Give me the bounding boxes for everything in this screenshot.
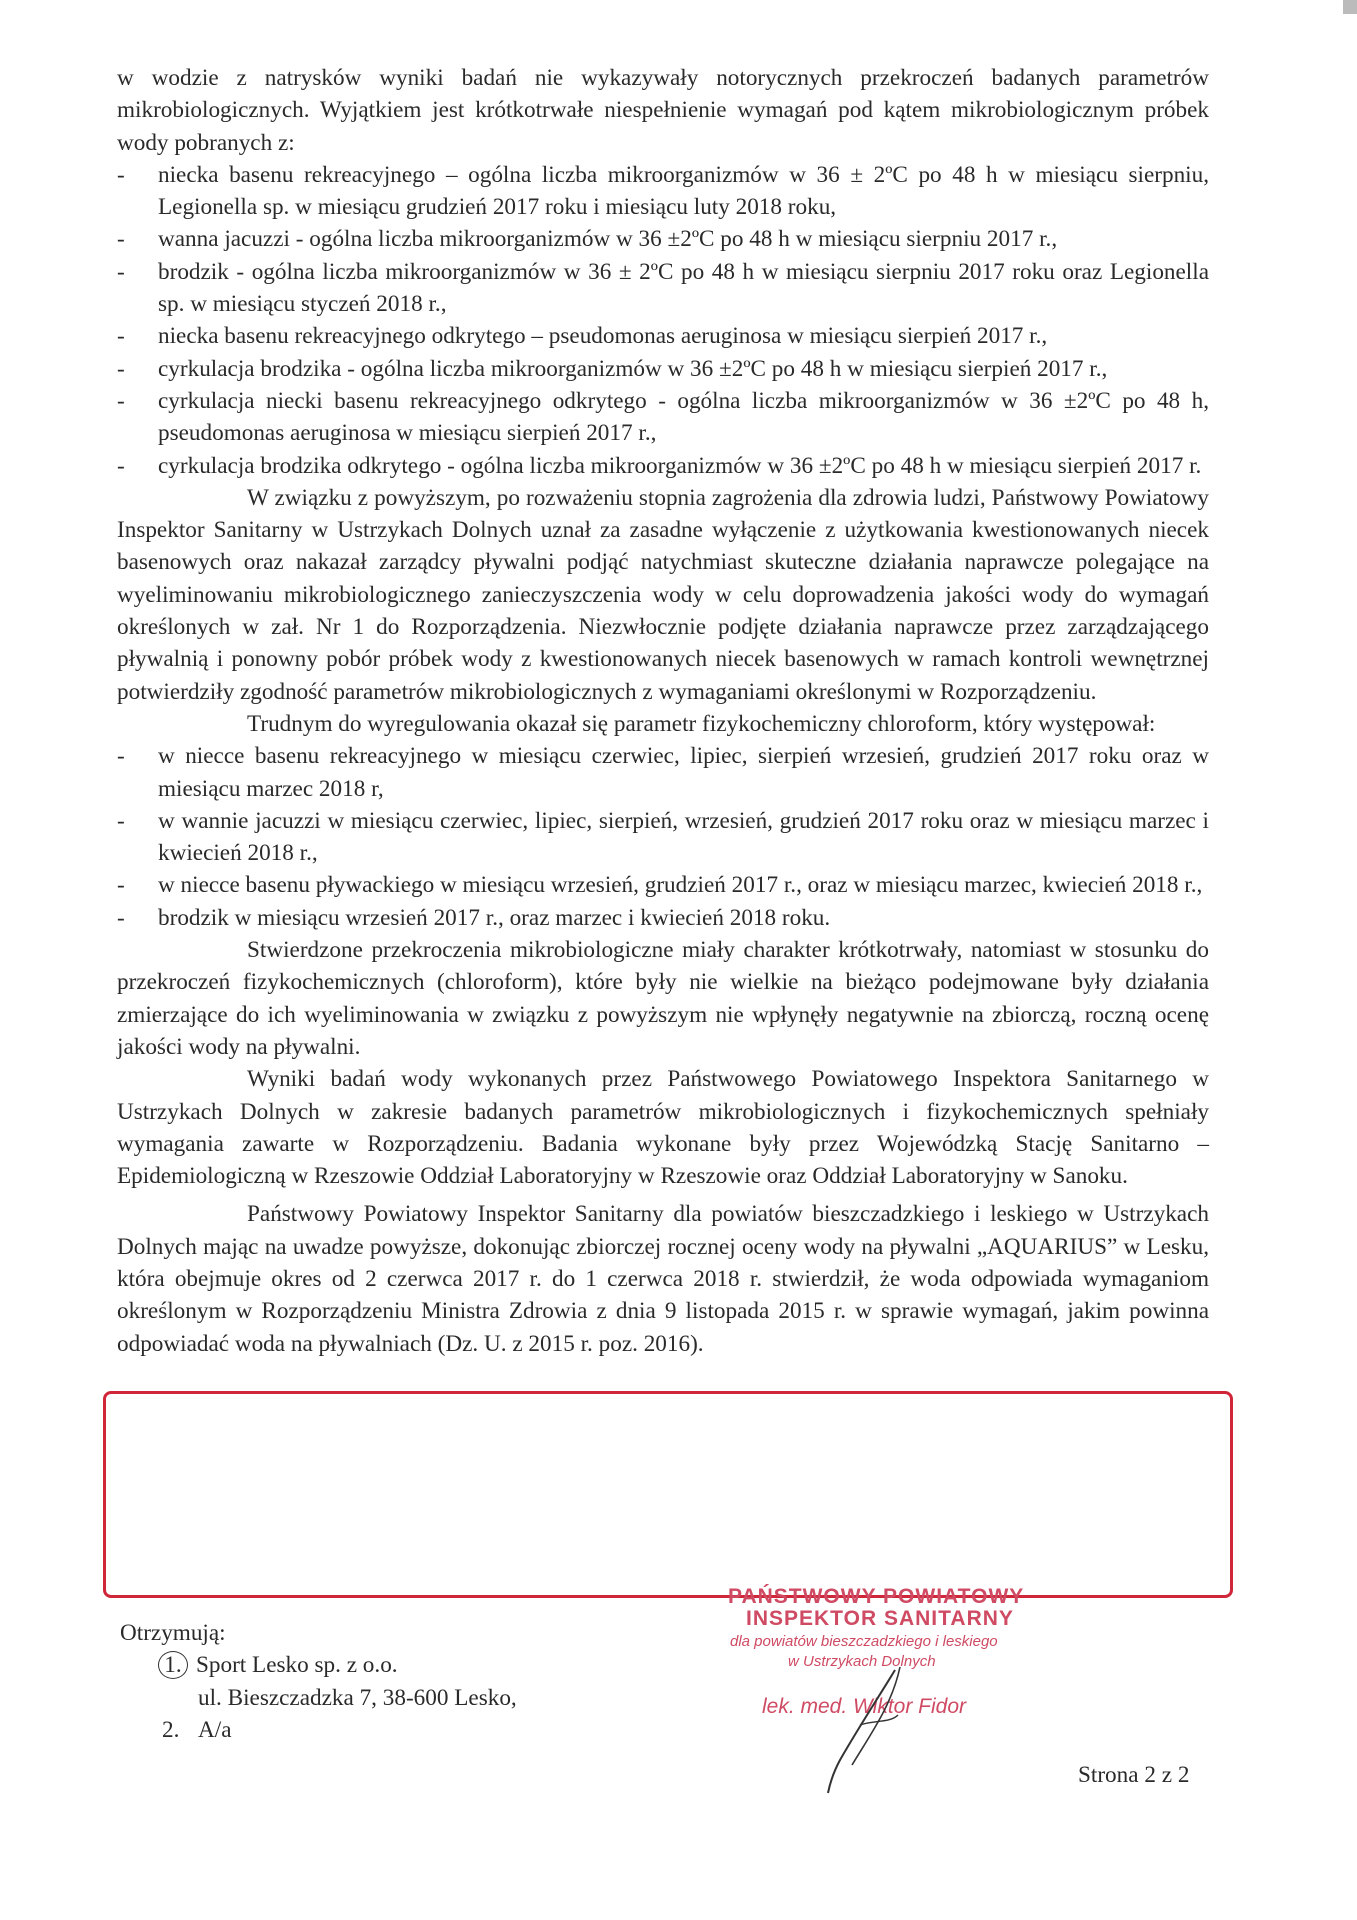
- intro-paragraph: w wodzie z natrysków wyniki badań nie wykazywały notorycznych przekroczeń badanych parametrów mikrobiologicznych. Wyjątkiem jest krótkotrwałe niespełnienie wymagań pod kątem mikrobiologicznym próbek wody pobranych z:: [117, 65, 1209, 156]
- letter-body: [117, 62, 1209, 1360]
- list-item: - w wannie jacuzzi w miesiącu czerwiec, lipiec, sierpień, wrzesień, grudzień 2017 roku oraz w miesiącu marzec i kwiecień 2018 r.,: [117, 805, 1209, 870]
- recipient-2-name: A/a: [198, 1716, 232, 1743]
- list-item: - cyrkulacja brodzika odkrytego - ogólna liczba mikroorganizmów w 36 ±2ºC po 48 h w miesiącu sierpień 2017 r.: [117, 450, 1209, 482]
- list-item: - brodzik w miesiącu wrzesień 2017 r., oraz marzec i kwiecień 2018 roku.: [117, 902, 1209, 934]
- list-item: - niecka basenu rekreacyjnego odkrytego – pseudomonas aeruginosa w miesiącu sierpień 2017 r.,: [117, 320, 1209, 352]
- stamp-line-2: INSPEKTOR SANITARNY: [746, 1607, 1014, 1630]
- microbiological-exceedances-list: [117, 159, 1209, 482]
- stamp-line-3: dla powiatów bieszczadzkiego i leskiego: [730, 1633, 998, 1650]
- recipient-1-number: 1.: [158, 1651, 188, 1679]
- list-item: - brodzik - ogólna liczba mikroorganizmów w 36 ± 2ºC po 48 h w miesiącu sierpniu 2017 roku oraz Legionella sp. w miesiącu styczeń 2018 r.,: [117, 256, 1209, 321]
- exceedances-paragraph: Stwierdzone przekroczenia mikrobiologiczne miały charakter krótkotrwały, natomiast w stosunku do przekroczeń fizykochemicznych (chloroform), które były nie wielkie na bieżąco podejmowane były działania zmierzające do ich wyeliminowania w związku z powyższym nie wpłynęły negatywnie na zbiorczą, roczną ocenę jakości wody na pływalni.: [117, 937, 1209, 1060]
- list-item: - cyrkulacja niecki basenu rekreacyjnego odkrytego - ogólna liczba mikroorganizmów w 36 ±2ºC po 48 h, pseudomonas aeruginosa w miesiącu sierpień 2017 r.,: [117, 385, 1209, 450]
- conclusion-highlight-box: [103, 1391, 1233, 1598]
- recipient-2-number: 2.: [162, 1716, 180, 1743]
- scan-edge-mark: [1343, 0, 1357, 14]
- list-item: - niecka basenu rekreacyjnego – ogólna liczba mikroorganizmów w 36 ± 2ºC po 48 h w miesiącu sierpniu, Legionella sp. w miesiącu grudzień 2017 roku i miesiącu luty 2018 roku,: [117, 159, 1209, 224]
- list-item: - wanna jacuzzi - ogólna liczba mikroorganizmów w 36 ±2ºC po 48 h w miesiącu sierpniu 2017 r.,: [117, 223, 1209, 255]
- list-item: - w niecce basenu rekreacyjnego w miesiącu czerwiec, lipiec, sierpień wrzesień, grudzień 2017 roku oraz w miesiącu marzec 2018 r,: [117, 740, 1209, 805]
- decision-paragraph: W związku z powyższym, po rozważeniu stopnia zagrożenia dla zdrowia ludzi, Państwowy Powiatowy Inspektor Sanitarny w Ustrzykach Dolnych uznał za zasadne wyłączenie z użytkowania kwestionowanych niecek basenowych oraz nakazał zarządcy pływalni podjąć natychmiast skuteczne działania naprawcze polegające na wyeliminowaniu mikrobiologicznego zanieczyszczenia wody w celu doprowadzenia jakości wody do wymagań określonych w zał. Nr 1 do Rozporządzenia. Niezwłocznie podjęte działania naprawcze przez zarządzającego pływalnią i ponowny pobór próbek wody z kwestionowanych niecek basenowych w ramach kontroli wewnętrznej potwierdziły zgodność parametrów mikrobiologicznych z wymaganiami określonymi w Rozporządzeniu.: [117, 484, 1209, 705]
- recipients-block: [120, 1617, 640, 1746]
- stamp-line-4: w Ustrzykach Dolnych: [788, 1653, 936, 1670]
- results-paragraph: Wyniki badań wody wykonanych przez Państwowego Powiatowego Inspektora Sanitarnego w Ustrzykach Dolnych w zakresie badanych parametrów mikrobiologicznych i fizykochemicznych spełniały wymagania zawarte w Rozporządzeniu. Badania wykonane były przez Wojewódzką Stację Sanitarno – Epidemiologiczną w Rzeszowie Oddział Laboratoryjny w Rzeszowie oraz Oddział Laboratoryjny w Sanoku.: [117, 1066, 1209, 1190]
- list-item: - cyrkulacja brodzika - ogólna liczba mikroorganizmów w 36 ±2ºC po 48 h w miesiącu sierpień 2017 r.,: [117, 353, 1209, 385]
- page-number: Strona 2 z 2: [1078, 1762, 1190, 1788]
- conclusion-paragraph: Państwowy Powiatowy Inspektor Sanitarny dla powiatów bieszczadzkiego i leskiego w Ustrzykach Dolnych mając na uwadze powyższe, dokonując zbiorczej rocznej oceny wody na pływalni „AQUARIUS” w Lesku, która obejmuje okres od 2 czerwca 2017 r. do 1 czerwca 2018 r. stwierdził, że woda odpowiada wymaganiom określonym w Rozporządzeniu Ministra Zdrowia z dnia 9 listopada 2015 r. w sprawie wymagań, jakim powinna odpowiadać woda na pływalniach (Dz. U. z 2015 r. poz. 2016).: [117, 1201, 1209, 1357]
- handwritten-signature: [800, 1665, 920, 1795]
- chloroform-list: [117, 740, 1209, 934]
- recipient-2: [120, 1714, 640, 1746]
- list-item: - w niecce basenu pływackiego w miesiącu wrzesień, grudzień 2017 r., oraz w miesiącu marzec, kwiecień 2018 r.,: [117, 869, 1209, 901]
- recipients-heading: Otrzymują:: [120, 1620, 226, 1646]
- recipient-1-address: ul. Bieszczadzka 7, 38-600 Lesko,: [198, 1684, 517, 1711]
- chloroform-intro-paragraph: Trudnym do wyregulowania okazał się parametr fizykochemiczny chloroform, który występował:: [247, 710, 1156, 737]
- stamp-line-1: PAŃSTWOWY POWIATOWY: [728, 1585, 1025, 1608]
- stamp-signatory: lek. med. Wiktor Fidor: [762, 1695, 967, 1718]
- recipient-1: [120, 1649, 640, 1681]
- recipient-1-name: Sport Lesko sp. z o.o.: [196, 1652, 398, 1679]
